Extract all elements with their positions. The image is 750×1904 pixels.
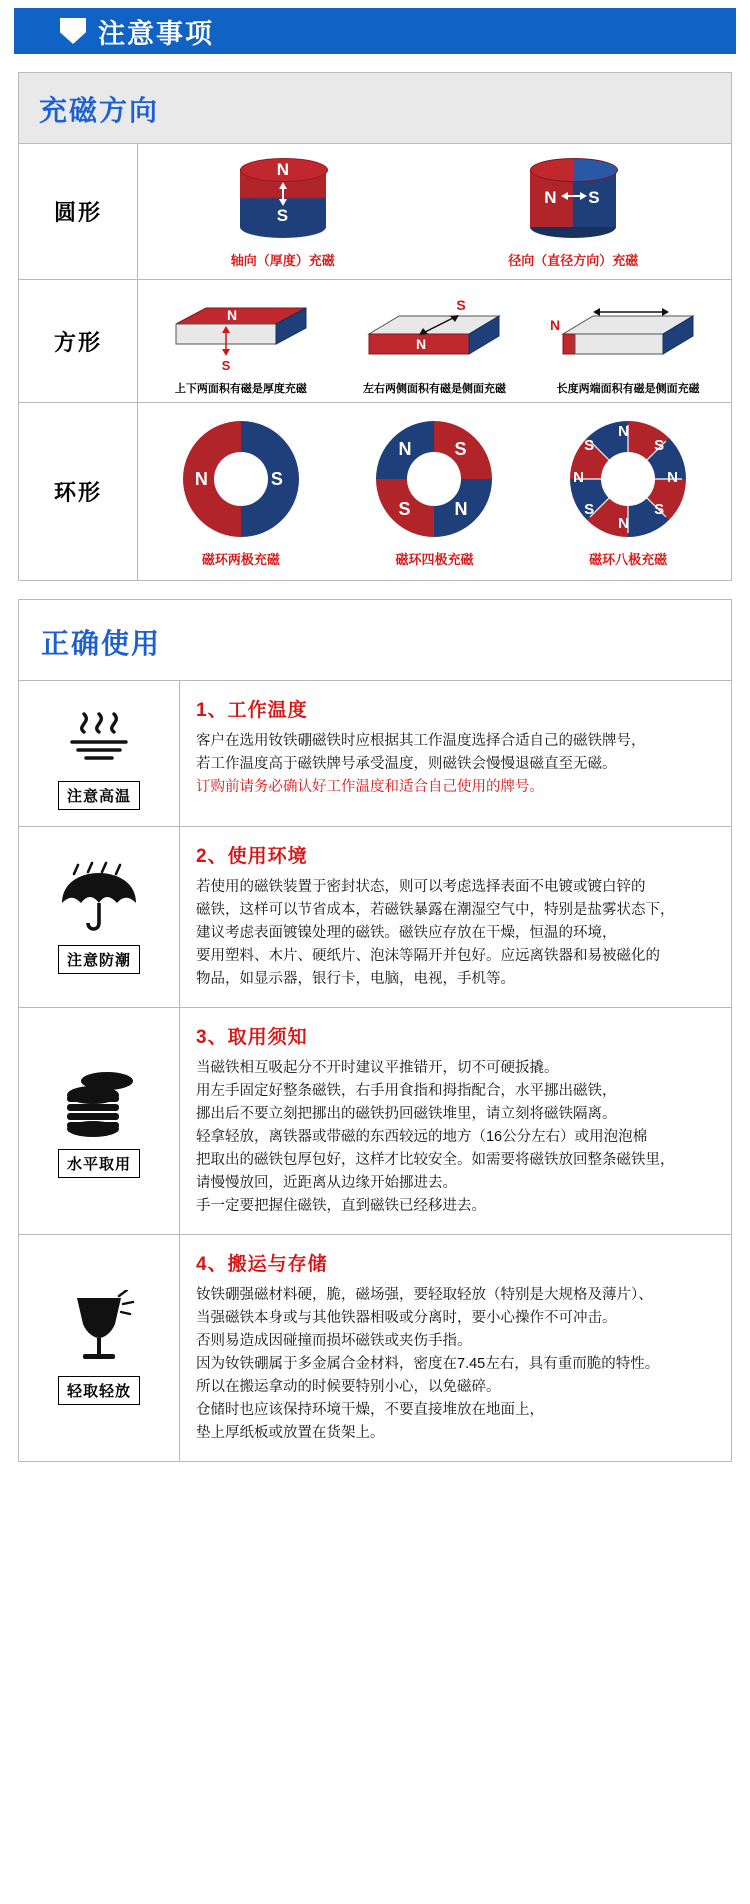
pole-label: N xyxy=(667,469,678,486)
pole-label: S xyxy=(654,437,665,454)
list-item xyxy=(19,1008,731,1235)
diagram-cylinder-axial xyxy=(231,158,335,269)
ring-8pole-icon xyxy=(570,421,686,537)
diagram-block-thickness xyxy=(156,294,326,396)
usage-item-title: 4、搬运与存储 xyxy=(196,1254,328,1275)
usage-text-cell xyxy=(180,827,731,1007)
usage-icon-cell xyxy=(19,1235,180,1461)
diagram-block-side xyxy=(349,294,519,396)
usage-line: 若工作温度高于磁铁牌号承受温度，则磁铁会慢慢退磁直至无磁。 xyxy=(196,756,617,772)
usage-line: 仓储时也应该保持环境干燥，不要直接堆放在地面上， xyxy=(196,1402,544,1418)
pole-n-label: N xyxy=(544,188,557,207)
usage-line: 垫上厚纸板或放置在货架上。 xyxy=(196,1425,385,1441)
usage-line: 若使用的磁铁装置于密封状态，则可以考虑选择表面不电镀或镀白锌的 xyxy=(196,879,646,895)
umbrella-rain-icon xyxy=(54,861,144,935)
usage-icon-cell xyxy=(19,681,180,826)
row-label-round: 圆形 xyxy=(19,144,138,279)
table-row xyxy=(19,403,731,580)
pole-label: S xyxy=(654,501,665,518)
usage-line: 当磁铁相互吸起分不开时建议平推错开，切不可硬扳撬。 xyxy=(196,1060,559,1076)
usage-line: 当强磁铁本身或与其他铁器相吸或分离时，要小心操作不可冲击。 xyxy=(196,1310,617,1326)
axial-arrow-icon xyxy=(240,158,326,238)
pole-label: S xyxy=(398,499,411,519)
usage-item-title: 3、取用须知 xyxy=(196,1027,308,1048)
usage-icon-label: 注意防潮 xyxy=(58,945,140,974)
caption-ring-4pole: 磁环四极充磁 xyxy=(395,552,474,567)
pole-label: N xyxy=(454,499,468,519)
flag-icon xyxy=(60,18,86,44)
usage-line: 订购前请务必确认好工作温度和适合自己使用的牌号。 xyxy=(196,779,544,795)
ring-4pole-icon xyxy=(376,421,492,537)
usage-line: 请慢慢放回，近距离从边缘开始挪进去。 xyxy=(196,1175,457,1191)
magnetization-card xyxy=(18,72,732,581)
magnetization-header xyxy=(19,73,731,144)
usage-line: 因为钕铁硼属于多金属合金材料，密度在7.45左右，具有重而脆的特性。 xyxy=(196,1356,660,1372)
usage-text-cell xyxy=(180,1008,731,1234)
usage-item-title: 1、工作温度 xyxy=(196,700,308,721)
usage-line: 物品，如显示器，银行卡，电脑，电视，手机等。 xyxy=(196,971,515,987)
usage-text-cell xyxy=(180,681,731,826)
magnetization-title: 充磁方向 xyxy=(39,95,160,126)
row-label-ring: 环形 xyxy=(19,403,138,580)
pole-s-label: S xyxy=(588,188,600,207)
usage-icon-cell xyxy=(19,1008,180,1234)
cylinder-radial-icon xyxy=(530,158,616,238)
banner-title: 注意事项 xyxy=(98,18,214,49)
diagram-ring-8pole xyxy=(570,421,686,568)
row-label-square: 方形 xyxy=(19,280,138,402)
usage-icon-label: 注意高温 xyxy=(58,781,140,810)
cylinder-axial-icon xyxy=(240,158,326,238)
caption-axial: 轴向（厚度）充磁 xyxy=(230,253,335,268)
diagram-ring-2pole xyxy=(183,421,299,568)
block-length-icon xyxy=(543,294,713,372)
pole-label: S xyxy=(584,501,595,518)
list-item xyxy=(19,1235,731,1461)
pole-label: S xyxy=(454,439,467,459)
caption-block-length: 长度两端面积有磁是侧面充磁 xyxy=(556,383,700,395)
svg-text:N: N xyxy=(416,336,427,352)
usage-line: 要用塑料、木片、硬纸片、泡沫等隔开并包好。应远离铁器和易被磁化的 xyxy=(196,948,660,964)
usage-text-cell xyxy=(180,1235,731,1461)
usage-line: 否则易造成因碰撞而损坏磁铁或夹伤手指。 xyxy=(196,1333,472,1349)
pole-label: S xyxy=(584,437,595,454)
usage-line: 挪出后不要立刻把挪出的磁铁扔回磁铁堆里，请立刻将磁铁隔离。 xyxy=(196,1106,617,1122)
ring-2pole-icon xyxy=(183,421,299,537)
broken-glass-icon xyxy=(59,1292,139,1366)
pole-label: N xyxy=(618,515,629,532)
caption-ring-8pole: 磁环八极充磁 xyxy=(589,552,668,567)
usage-line: 所以在搬运拿动的时候要特别小心，以免磁碎。 xyxy=(196,1379,501,1395)
svg-text:S: S xyxy=(221,358,231,372)
diagram-cylinder-radial xyxy=(508,158,638,269)
block-side-icon xyxy=(349,294,519,372)
pole-n-label: N xyxy=(276,160,290,179)
usage-card xyxy=(18,599,732,1462)
table-row xyxy=(19,144,731,280)
pole-label: N xyxy=(398,439,412,459)
usage-line: 磁铁，这样可以节省成本，若磁铁暴露在潮湿空气中，特别是盐雾状态下， xyxy=(196,902,675,918)
usage-icon-label: 轻取轻放 xyxy=(58,1376,140,1405)
usage-line: 客户在选用钕铁硼磁铁时应根据其工作温度选择合适自己的磁铁牌号， xyxy=(196,733,646,749)
usage-line: 钕铁硼强磁材料硬，脆，磁场强，要轻取轻放（特别是大规格及薄片）、 xyxy=(196,1287,653,1303)
caption-ring-2pole: 磁环两极充磁 xyxy=(201,552,280,567)
pole-label: N xyxy=(194,469,208,489)
usage-line: 手一定要把握住磁铁，直到磁铁已经移进去。 xyxy=(196,1198,486,1214)
usage-line: 把取出的磁铁包厚包好，这样才比较安全。如需要将磁铁放回整条磁铁里， xyxy=(196,1152,675,1168)
usage-line: 建议考虑表面镀镍处理的磁铁。磁铁应存放在干燥，恒温的环境， xyxy=(196,925,617,941)
list-item xyxy=(19,827,731,1008)
diagram-ring-4pole xyxy=(376,421,492,568)
usage-header xyxy=(19,600,731,681)
page-root xyxy=(0,8,750,1462)
usage-title: 正确使用 xyxy=(41,628,162,659)
table-row xyxy=(19,280,731,403)
svg-text:S: S xyxy=(456,297,467,313)
list-item xyxy=(19,681,731,827)
block-thickness-icon xyxy=(156,294,326,372)
caption-block-side: 左右两侧面积有磁是侧面充磁 xyxy=(362,383,506,395)
pole-label: N xyxy=(573,469,584,486)
usage-line: 轻拿轻放，离铁器或带磁的东西较远的地方（16公分左右）或用泡泡棉 xyxy=(196,1129,648,1145)
diagram-block-length xyxy=(543,294,713,396)
pole-label: N xyxy=(618,423,629,440)
pole-s-label: S xyxy=(276,206,289,225)
usage-line: 用左手固定好整条磁铁，右手用食指和拇指配合，水平挪出磁铁， xyxy=(196,1083,617,1099)
stacked-discs-icon xyxy=(51,1065,147,1139)
radial-arrow-icon xyxy=(530,158,616,238)
usage-icon-label: 水平取用 xyxy=(58,1149,140,1178)
svg-text:N: N xyxy=(550,317,561,333)
usage-item-title: 2、使用环境 xyxy=(196,846,308,867)
pole-label: S xyxy=(270,469,283,489)
high-temperature-icon xyxy=(56,697,142,771)
usage-icon-cell xyxy=(19,827,180,1007)
caption-radial: 径向（直径方向）充磁 xyxy=(508,253,639,268)
svg-text:N: N xyxy=(226,307,237,323)
caption-block-thickness: 上下两面积有磁是厚度充磁 xyxy=(174,383,307,395)
page-banner xyxy=(14,8,736,54)
